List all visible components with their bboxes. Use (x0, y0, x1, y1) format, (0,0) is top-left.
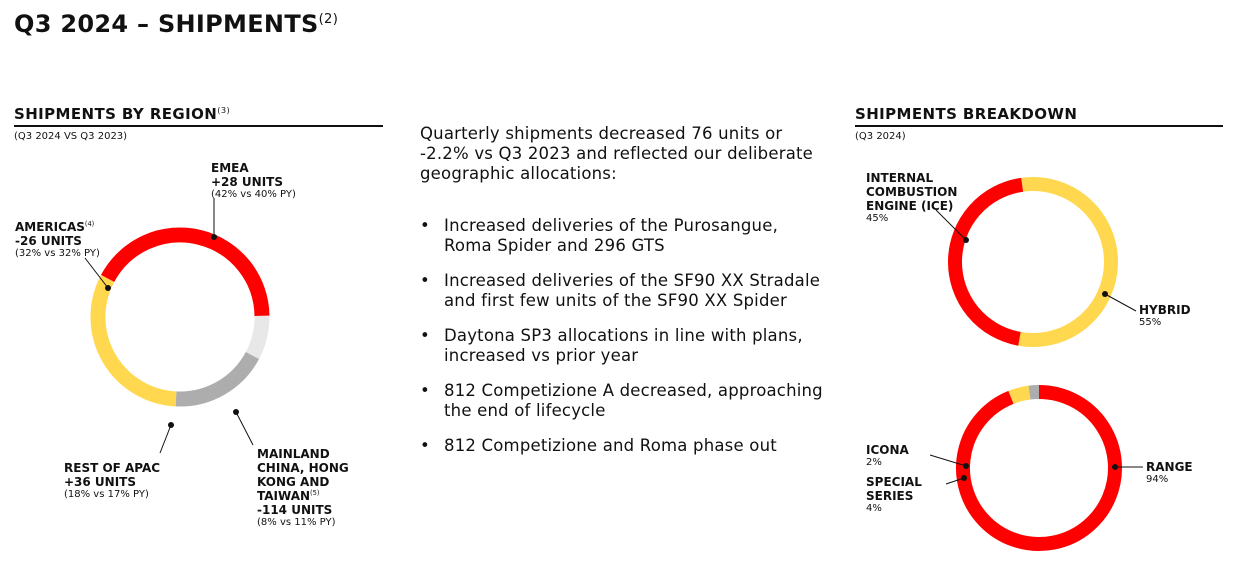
bullet-item: • Daytona SP3 allocations in line with plans, increased vs prior year (420, 326, 803, 365)
label-range: RANGE 94% (1146, 460, 1193, 485)
leader-dot-ice (963, 237, 969, 243)
donut-model-slice-range (963, 392, 1115, 544)
bullet-item: • 812 Competizione and Roma phase out (420, 436, 777, 455)
label-icona: ICONA 2% (866, 443, 909, 468)
bullet-dot: • (420, 326, 430, 345)
leader-dot-emea (211, 234, 217, 240)
leader-line-hybrid (1105, 294, 1136, 311)
bullet-item: • Increased deliveries of the SF90 XX Stradale and first few units of the SF90 XX Spider (420, 271, 821, 310)
leader-dot-icona (963, 463, 969, 469)
leader-dot-special-series (961, 475, 967, 481)
donut-model-slice-icona (1029, 392, 1039, 393)
leader-dot-mainland-china (233, 409, 239, 415)
region-section-title: SHIPMENTS BY REGION$^{(3)}$ (14, 105, 231, 123)
donut-powertrain-slice-hybrid (1019, 184, 1111, 340)
label-rest-of-apac: REST OF APAC +36 UNITS (18% vs 17% PY) (64, 461, 161, 500)
bullet-dot: • (420, 216, 430, 235)
bullet-item: • 812 Competizione A decreased, approaching the end of lifecycle (420, 381, 823, 420)
donut-region-slice-rest-of-apac (176, 355, 252, 399)
breakdown-section-title: SHIPMENTS BREAKDOWN (855, 105, 1078, 123)
bullet-dot: • (420, 436, 430, 455)
label-hybrid: HYBRID 55% (1139, 303, 1191, 328)
donut-region-slice-americas (98, 279, 176, 399)
label-ice: INTERNAL COMBUSTION ENGINE (ICE) 45% (866, 171, 958, 224)
bullet-dot: • (420, 381, 430, 400)
commentary-intro: Quarterly shipments decreased 76 units or -2.2% vs Q3 2023 and reflected our deliberate geographic allocations: (420, 124, 814, 183)
page-title-note: (2) (318, 12, 339, 27)
leader-dot-hybrid (1102, 291, 1108, 297)
label-emea: EMEA +28 UNITS (42% vs 40% PY) (211, 161, 296, 200)
leader-dot-americas (105, 285, 111, 291)
bullet-dot: • (420, 271, 430, 290)
leader-dot-range (1112, 464, 1118, 470)
region-subtitle: (Q3 2024 VS Q3 2023) (14, 131, 128, 142)
leader-line-rest-of-apac (160, 425, 171, 453)
donut-model-slice-special-series (1011, 393, 1029, 398)
leader-line-mainland-china (236, 412, 253, 445)
leader-dot-rest-of-apac (168, 422, 174, 428)
label-special-series: SPECIAL SERIES 4% (866, 475, 922, 514)
label-americas: AMERICAS$^{(4)}$ -26 UNITS (32% vs 32% PY) (15, 220, 100, 259)
page-title: Q3 2024 – SHIPMENTS$^{(2)}$ (14, 10, 339, 38)
label-mainland-china: MAINLAND CHINA, HONG KONG AND TAIWAN$^{(5)}$ -114 UNITS (8% vs 11% PY) (257, 447, 349, 528)
region-title-note: (3) (217, 105, 231, 115)
donut-region-slice-emea (108, 235, 262, 316)
donut-region-slice-mainland-china-hong-kong-and-taiwan (252, 316, 262, 356)
bullet-item: • Increased deliveries of the Purosangue, Roma Spider and 296 GTS (420, 216, 779, 255)
breakdown-subtitle: (Q3 2024) (855, 131, 906, 142)
